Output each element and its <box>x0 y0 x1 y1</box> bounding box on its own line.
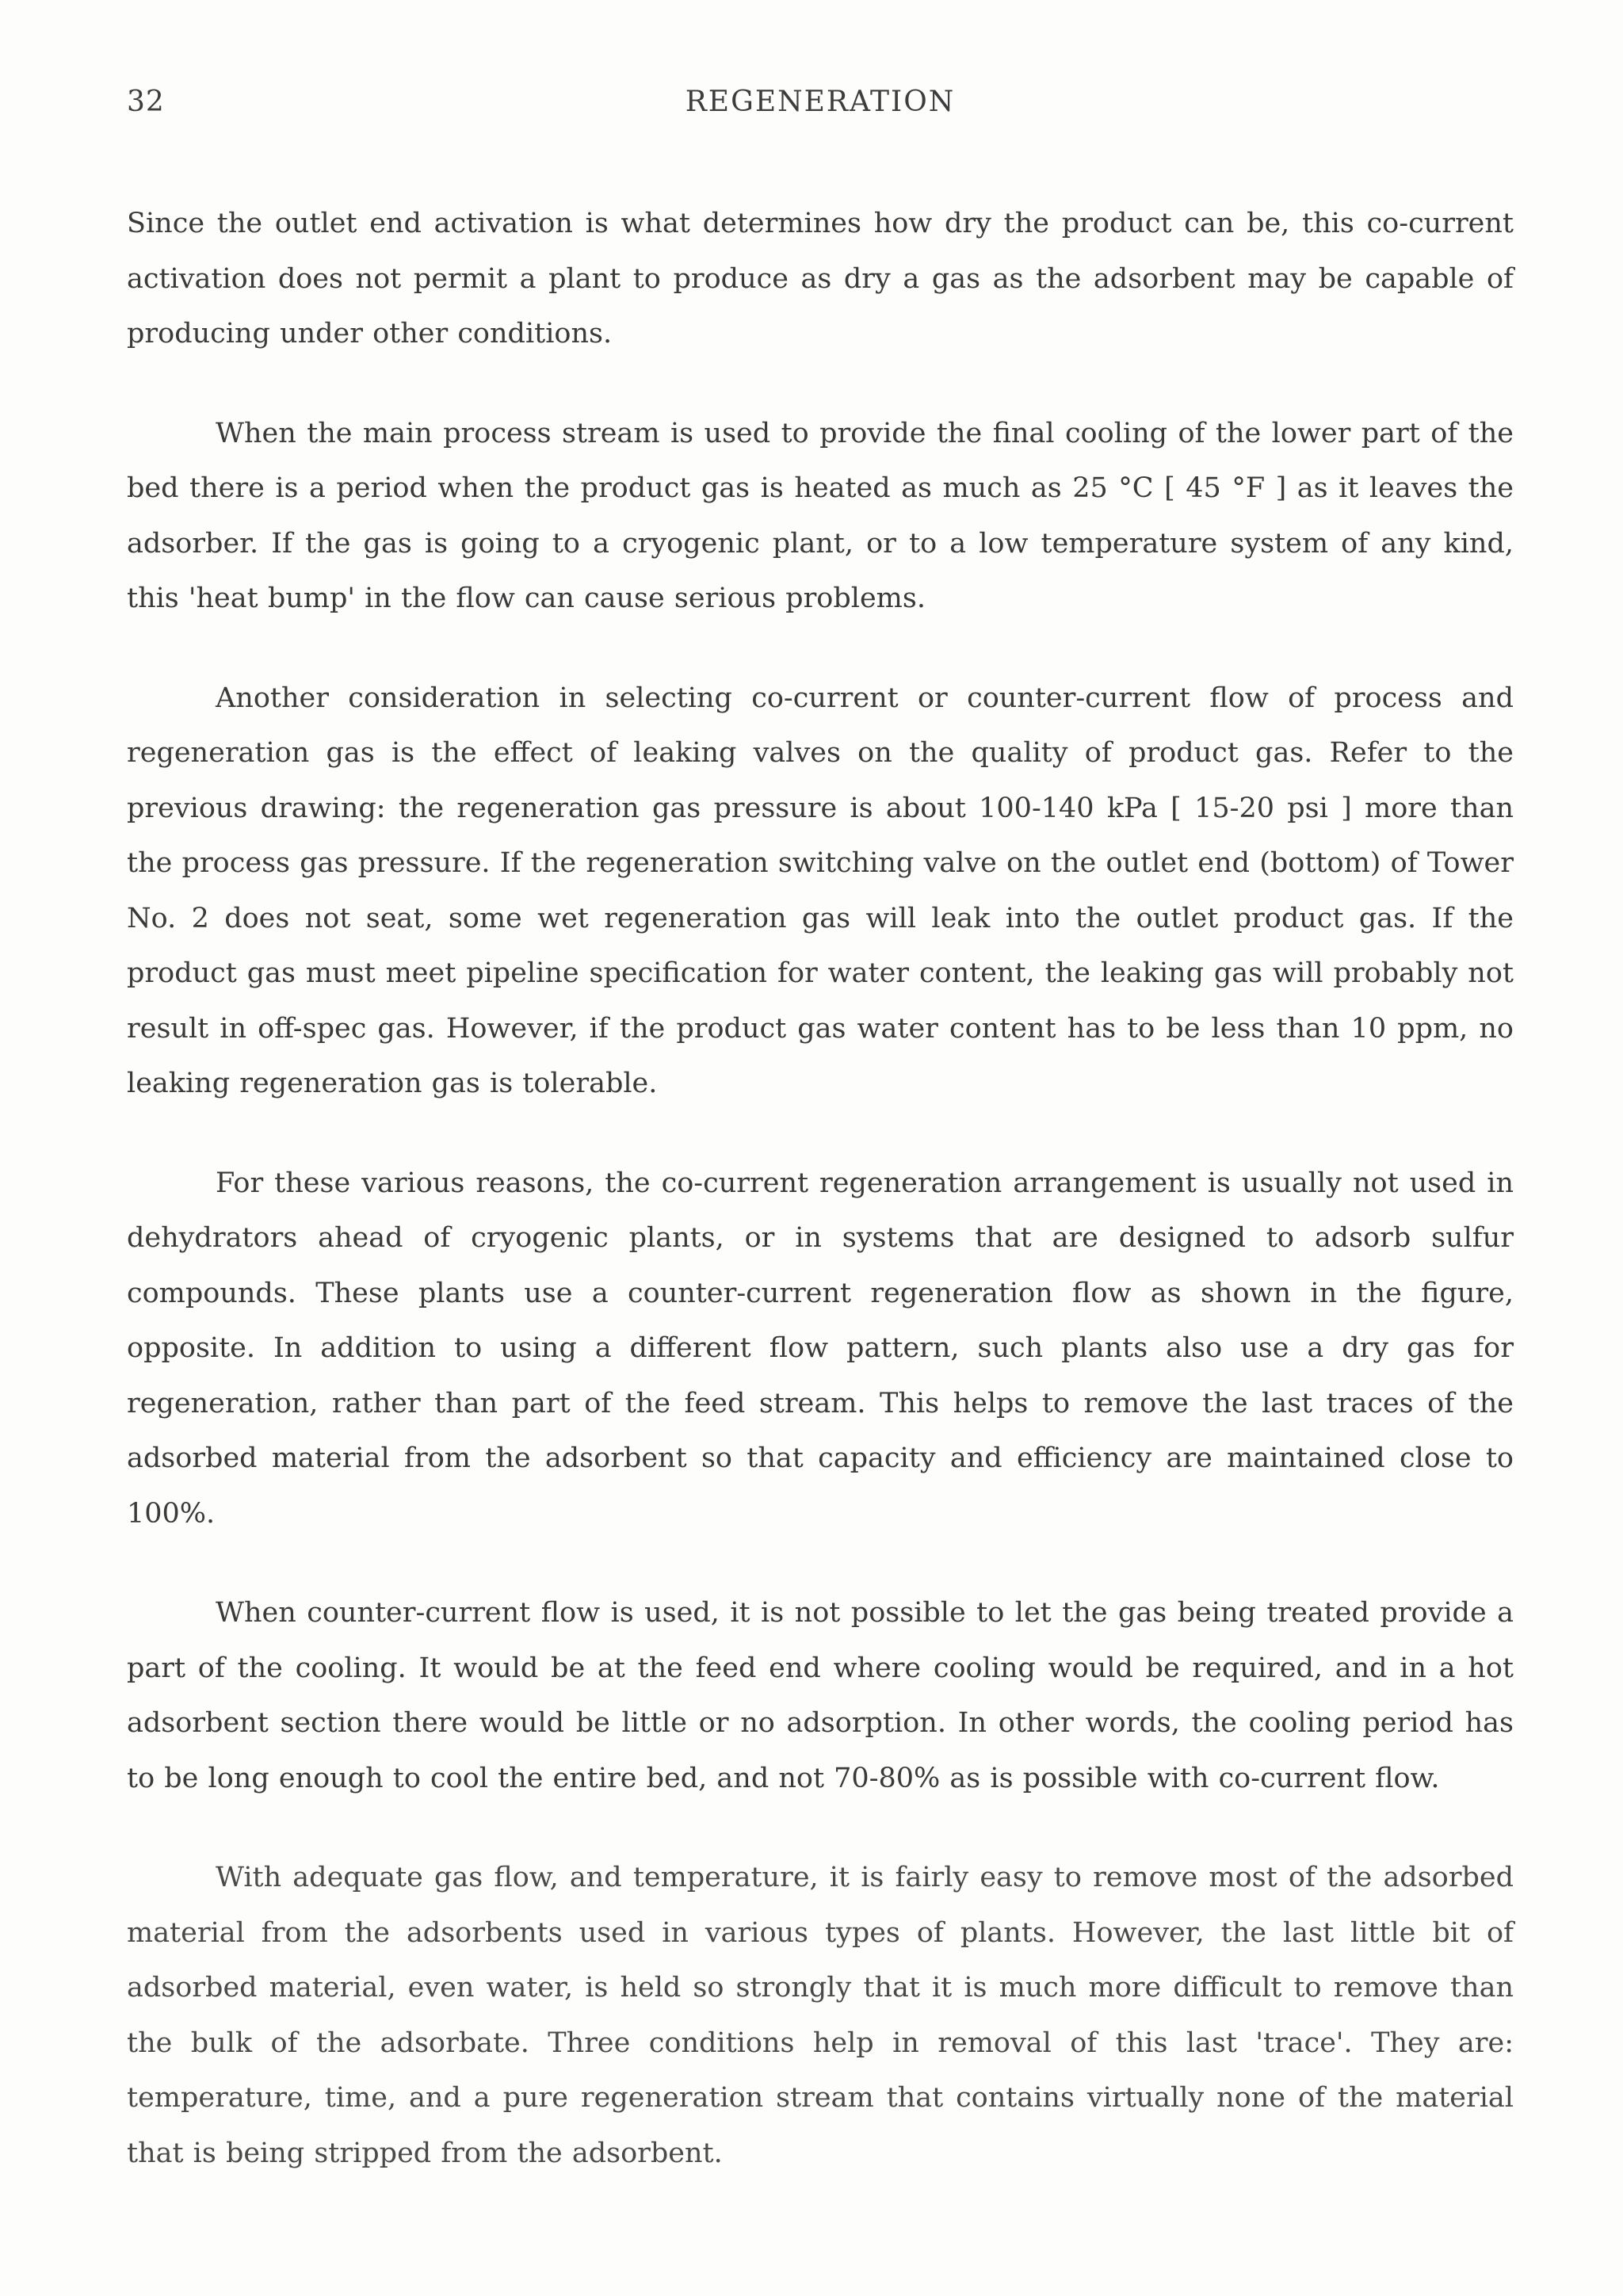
page-header <box>127 86 1514 133</box>
running-head: REGENERATION <box>685 86 956 118</box>
paragraph-3: Another consideration in selecting co-current or counter-current flow of process and regeneration gas is the effect of leaking valves on the quality of product gas. Refer to the previous drawing: the regeneration gas pressure is about 100-140 kPa [ 15-20 psi ] more than the process gas pressure. If the regeneration switching valve on the outlet end (bottom) of Tower No. 2 does not seat, some wet regeneration gas will leak into the outlet product gas. If the product gas must meet pipeline specification for water content, the leaking gas will probably not result in off-spec gas. However, if the product gas water content has to be less than 10 ppm, no leaking regeneration gas is tolerable. <box>127 682 1514 1099</box>
paragraph-5: When counter-current flow is used, it is not possible to let the gas being treated provide a part of the cooling. It would be at the feed end where cooling would be required, and in a hot adsorbent section there would be little or no adsorption. In other words, the cooling period has to be long enough to cool the entire bed, and not 70-80% as is possible with co-current flow. <box>127 1597 1514 1794</box>
page-number: 32 <box>127 86 165 118</box>
paragraph-1: Since the outlet end activation is what determines how dry the product can be, this co-current activation does not permit a plant to produce as dry a gas as the adsorbent may be capable of producing under other conditions. <box>127 208 1514 350</box>
paragraph-6: With adequate gas flow, and temperature, it is fairly easy to remove most of the adsorbed material from the adsorbents used in various types of plants. However, the last little bit of adsorbed material, even water, is held so strongly that it is much more difficult to remove than the bulk of the adsorbate. Three conditions help in removal of this last 'trace'. They are: temperature, time, and a pure regeneration stream that contains virtually none of the material that is being stripped from the adsorbent. <box>127 1862 1514 2169</box>
paragraph-4: For these various reasons, the co-current regeneration arrangement is usually not used in dehydrators ahead of cryogenic plants, or in systems that are designed to adsorb sulfur compounds. These plants use a counter-current regeneration flow as shown in the figure, opposite. In addition to using a different flow pattern, such plants also use a dry gas for regeneration, rather than part of the feed stream. This helps to remove the last traces of the adsorbed material from the adsorbent so that capacity and efficiency are maintained close to 100%. <box>127 1167 1514 1530</box>
body-text <box>127 197 1514 2225</box>
paragraph-2: When the main process stream is used to provide the final cooling of the lower part of the bed there is a period when the product gas is heated as much as 25 °C [ 45 °F ] as it leaves the adsorber. If the gas is going to a cryogenic plant, or to a low temperature system of any kind, this 'heat bump' in the flow can cause serious problems. <box>127 417 1514 614</box>
